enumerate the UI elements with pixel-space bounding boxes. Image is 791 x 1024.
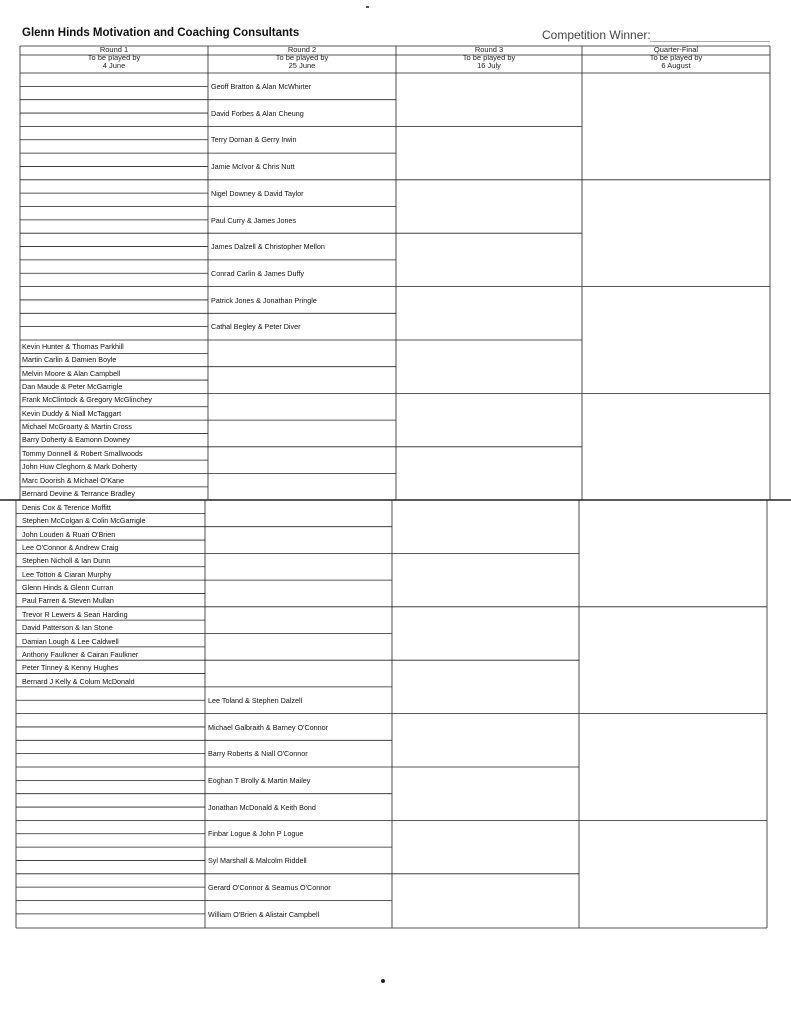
round1-entry: Kevin Duddy & Niall McTaggart — [22, 408, 122, 418]
round3-name: Round 3 — [474, 45, 504, 54]
round1-entry: Glenn Hinds & Glenn Curran — [22, 583, 114, 593]
round1-entry: Lee Totton & Ciaran Murphy — [22, 569, 112, 579]
round2-entry: Jonathan McDonald & Keith Bond — [208, 802, 316, 812]
round2-entry: Syl Marshall & Malcolm Riddell — [208, 856, 307, 866]
round1-entry: David Patterson & Ian Stone — [22, 623, 113, 633]
quarter-final-date: 6 August — [661, 61, 691, 70]
round2-entry: Terry Dornan & Gerry Irwin — [211, 135, 297, 145]
round2-entry: Conrad Carlin & James Duffy — [211, 268, 304, 278]
round1-entry: Frank McClintock & Gregory McGlinchey — [22, 395, 152, 405]
round2-entry: Cathal Begley & Peter Diver — [211, 322, 301, 332]
round1-entry: Trevor R Lewers & Sean Harding — [22, 609, 128, 619]
round1-date: 4 June — [102, 61, 126, 70]
round3-sub: To be played by — [462, 53, 516, 62]
round2-entry: Geoff Bratton & Alan McWhirter — [211, 82, 312, 91]
round2-entry: Finbar Logue & John P Logue — [208, 829, 304, 839]
round1-sub: To be played by — [87, 53, 141, 62]
round1-entry: Martin Carlin & Damien Boyle — [22, 355, 117, 365]
round1-entry: Stephen Nicholl & Ian Dunn — [22, 556, 111, 566]
round1-name: Round 1 — [99, 45, 129, 54]
round2-entry: Gerard O'Connor & Seamus O'Connor — [208, 882, 331, 892]
round2-entry: Paul Curry & James Jones — [211, 215, 297, 225]
page-title: Glenn Hinds Motivation and Coaching Consultants — [22, 27, 300, 39]
round1-entry: Bernard J Kelly & Colum McDonald — [22, 676, 135, 686]
round2-entry: Patrick Jones & Jonathan Pringle — [211, 295, 317, 305]
round1-entry: Barry Doherty & Eamonn Downey — [22, 435, 130, 445]
quarter-final-name: Quarter-Final — [653, 45, 699, 54]
round2-entry: James Dalzell & Christopher Mellon — [211, 242, 325, 252]
round1-entry: Dan Maude & Peter McGarrigle — [22, 382, 123, 392]
round3-date: 16 July — [477, 61, 501, 70]
round2-date: 25 June — [288, 61, 316, 70]
round2-entry: David Forbes & Alan Cheung — [211, 108, 304, 118]
round2-entry: Lee Toland & Stephen Dalzell — [208, 695, 303, 705]
competition-winner-label: Competition Winner: — [542, 28, 651, 42]
quarter-final-sub: To be played by — [649, 53, 703, 62]
round2-entry: William O'Brien & Alistair Campbell — [208, 909, 320, 919]
round1-entry: Kevin Hunter & Thomas Parkhill — [22, 342, 124, 351]
round1-entry: Peter Tinney & Kenny Hughes — [22, 663, 119, 673]
round1-entry: Paul Farren & Steven Mullan — [22, 596, 114, 606]
round2-entry: Nigel Downey & David Taylor — [211, 188, 304, 198]
scan-dot — [381, 979, 385, 983]
round1-entry: Marc Doorish & Michael O'Kane — [22, 475, 125, 485]
round2-entry: Eoghan T Brolly & Martin Mailey — [208, 776, 311, 785]
round1-entry: Tommy Donnell & Robert Smallwoods — [22, 448, 143, 458]
round1-entry: Damian Lough & Lee Caldwell — [22, 636, 119, 646]
round1-entry: John Louden & Ruari O'Brien — [22, 529, 116, 539]
round1-entry: Stephen McColgan & Colin McGarrigle — [22, 516, 146, 526]
round2-sub: To be played by — [275, 53, 329, 62]
round1-entry: John Huw Cleghorn & Mark Doherty — [22, 462, 138, 472]
round2-entry: Barry Roberts & Niall O'Connor — [208, 749, 308, 759]
round2-name: Round 2 — [287, 45, 317, 54]
round2-entry: Jamie McIvor & Chris Nutt — [211, 162, 295, 172]
round1-entry: Lee O'Connor & Andrew Craig — [22, 543, 119, 553]
round1-entry: Melvin Moore & Alan Campbell — [22, 368, 121, 378]
round2-entry: Michael Galbraith & Barney O'Connor — [208, 722, 329, 732]
round1-entry: Anthony Faulkner & Cairan Faulkner — [22, 649, 139, 659]
round1-entry: Bernard Devine & Terrance Bradley — [22, 488, 135, 498]
round1-entry: Michael McGroarty & Martin Cross — [22, 422, 132, 432]
round1-entry: Denis Cox & Terence Moffitt — [22, 503, 111, 512]
